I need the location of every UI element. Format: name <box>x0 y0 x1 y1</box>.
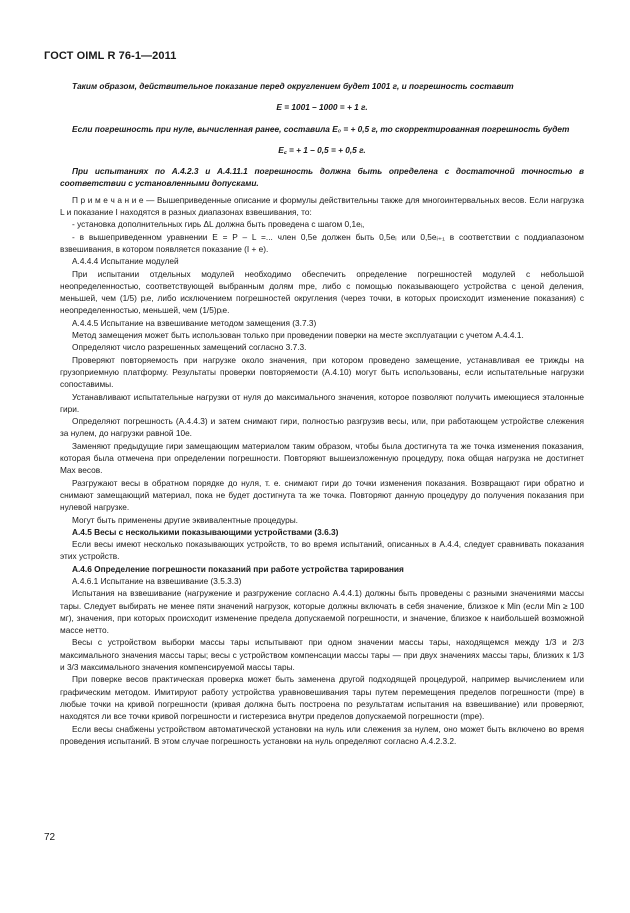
paragraph: Устанавливают испытательные нагрузки от нуля до максимального значения, которое позволяют получить имеющиеся эталонные гири. <box>60 391 584 414</box>
paragraph: Таким образом, действительное показание перед округлением будет 1001 г, и погрешность составит <box>72 81 514 91</box>
paragraph: Определяют число разрешенных замещений согласно 3.7.3. <box>72 342 307 353</box>
list-item: - установка дополнительных гирь ΔL должна быть проведена с шагом 0,1eᵢ, <box>72 219 365 230</box>
paragraph: Могут быть применены другие эквивалентные процедуры. <box>72 514 298 525</box>
document-header: ГОСТ OIML R 76-1—2011 <box>44 50 177 62</box>
page-number: 72 <box>44 832 56 843</box>
note: П р и м е ч а н и е — Вышеприведенные описание и формулы действительны также для многоинтервальных весов. Если нагрузка L и показание I находятся в разных диапазонах взвешивания, то: <box>60 194 584 218</box>
paragraph: Если погрешность при нуле, вычисленная ранее, составила E₀ = + 0,5 г, то скорректированная погрешность будет <box>72 123 570 134</box>
paragraph: Определяют погрешность (А.4.4.3) и затем снимают гири, полностью разгрузив весы, или, при работающем устройстве слежения за нулем, до нагрузки равной 10e. <box>60 416 584 439</box>
paragraph: При испытании отдельных модулей необходимо обеспечить определение погрешностей модулей с небольшой неопределенностью, соответствующей выбранным долям mpe, либо с помощью показывающего устройства с ценой деления, меньшей, чем (1/5) pᵢe, либо исключением погрешностей округления (через точки, в которых происходит изменение показания) с неопределенностью, меньшей, чем (1/5)pᵢe. <box>60 268 584 316</box>
paragraph: Заменяют предыдущие гири замещающим материалом таким образом, чтобы была достигнута та же точка изменения показания, которая была отмечена при определении погрешности. Повторяют вышеизложенную процедуру, пока общая нагрузка не достигнет Max весов. <box>60 440 584 476</box>
section-heading: А.4.6 Определение погрешности показаний при работе устройства тарирования <box>72 563 404 574</box>
paragraph: Проверяют повторяемость при нагрузке около значения, при котором проведено замещение, устанавливая ее трижды на грузоприемную платформу. Результаты проверки повторяемости (А.4.10) могут быть использованы, если испытательные нагрузки сопоставимы. <box>60 354 584 390</box>
document-body <box>60 80 584 747</box>
section-heading: А.4.6.1 Испытание на взвешивание (3.5.3.3) <box>72 575 242 586</box>
paragraph: Метод замещения может быть использован только при проведении поверки на месте эксплуатации с учетом А.4.4.1. <box>72 330 524 341</box>
formula: E꜀ = + 1 – 0,5 = + 0,5 г. <box>278 144 366 155</box>
section-heading: А.4.4.5 Испытание на взвешивание методом замещения (3.7.3) <box>72 317 317 328</box>
section-heading: А.4.5 Весы с несколькими показывающими устройствами (3.6.3) <box>72 526 339 537</box>
section-heading: А.4.4.4 Испытание модулей <box>72 256 179 267</box>
paragraph: Весы с устройством выборки массы тары испытывают при одном значении массы тары, находящемся между 1/3 и 2/3 максимального значения массы тары; весы с устройством компенсации массы тары — при двух значениях массы тары, близких к 1/3 и 3/3 максимального значения компенсируемой массы тары. <box>60 637 584 673</box>
paragraph: Разгружают весы в обратном порядке до нуля, т. е. снимают гири до точки изменения показания. Возвращают гири обратно и снимают замещающий материал, пока не будет достигнута та же точка. Повторяют данную процедуру до получения показания при нулевой нагрузке. <box>60 477 584 513</box>
formula: E = 1001 – 1000 = + 1 г. <box>276 102 368 113</box>
paragraph: При поверке весов практическая проверка может быть заменена другой подходящей процедурой, например вычислением или графическим методом. Имитируют работу устройства уравновешивания тары путем перемещения пределов погрешности (mpe) в любые точки на кривой погрешности (кривая должна быть построена по результатам испытания на взвешивание) или проверяют, находятся ли все точки кривой погрешности и гистерезиса внутри пределов допускаемой погрешности (mpe). <box>60 674 584 722</box>
list-item: - в вышеприведенном уравнении E = P – L =... член 0,5e должен быть 0,5eᵢ или 0,5eᵢ₊₁ в соответствии с поддиапазоном взвешивания, в котором появляется показание (I + e). <box>60 231 584 254</box>
paragraph: При испытаниях по А.4.2.3 и А.4.11.1 погрешность должна быть определена с достаточной точностью в соответствии с установленными допусками. <box>60 166 584 189</box>
paragraph: Если весы снабжены устройством автоматической установки на нуль или слежения за нулем, оно может быть включено во время проведения испытаний. В этом случае погрешность установки на нуль определяют согласно А.4.2.3.2. <box>60 723 584 746</box>
paragraph: Испытания на взвешивание (нагружение и разгружение согласно А.4.4.1) должны быть проведены с разными значениями массы тары. Следует выбирать не менее пяти значений нагрузок, которые должны включать в себя значение, близкое к Min (если Min ≥ 100 мг), значения, при которых происходит изменение предела допускаемой погрешности, и значение, близкое к наибольшей возможной массе нетто. <box>60 588 584 636</box>
paragraph: Если весы имеют несколько показывающих устройств, то во время испытаний, описанных в А.4.4, следует сравнивать показания этих устройств. <box>60 539 584 562</box>
